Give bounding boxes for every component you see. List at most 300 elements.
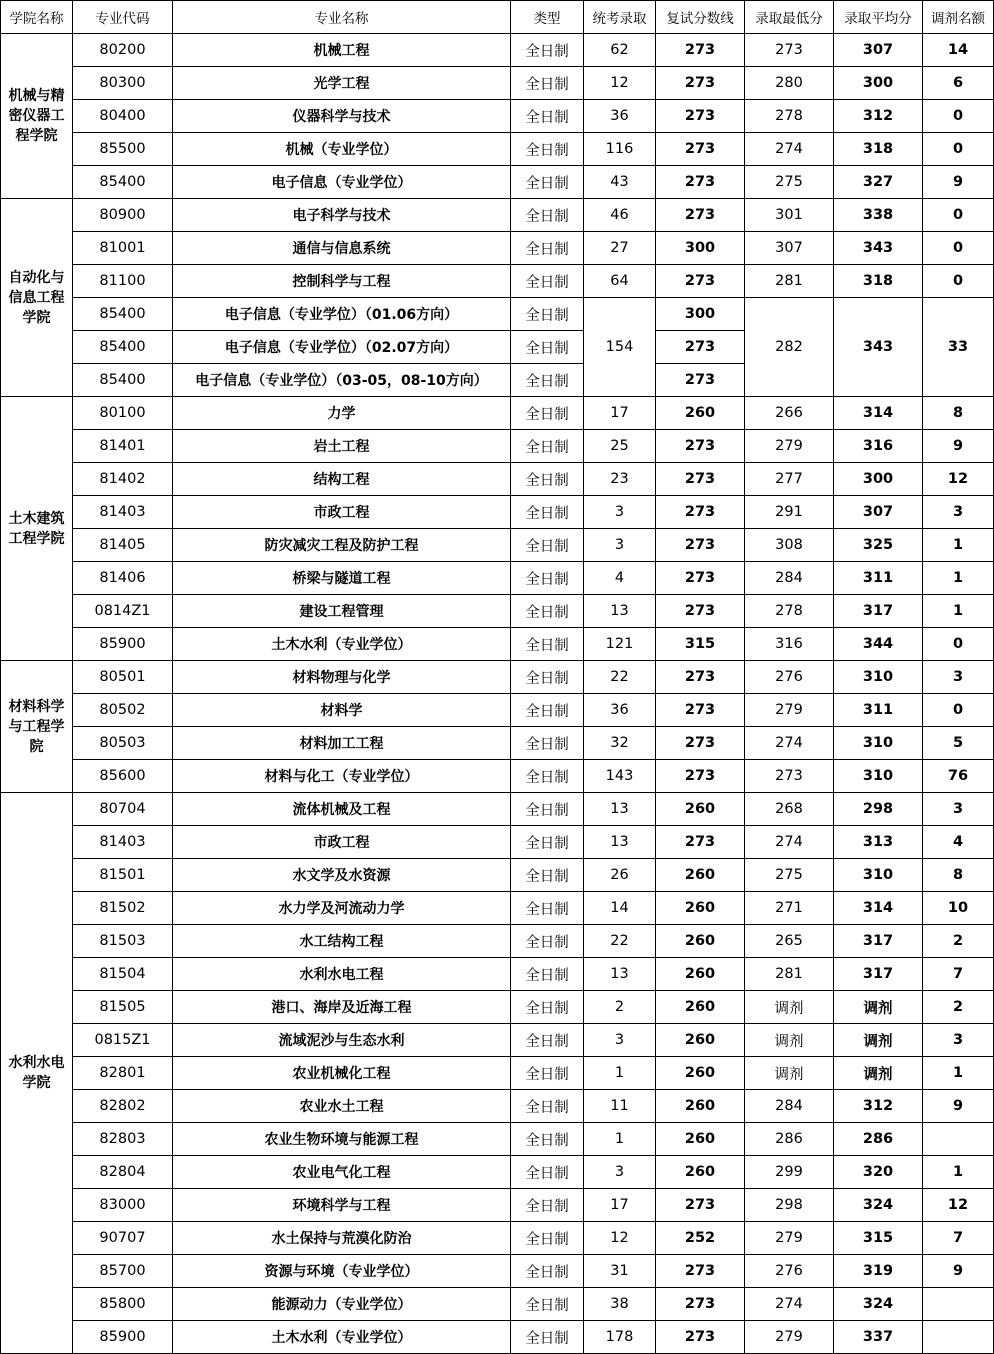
min-score-cell: 268 [745,793,834,826]
avg-score-cell: 320 [834,1156,923,1189]
avg-score-cell: 315 [834,1222,923,1255]
table-row [1,826,994,859]
table-row [1,496,994,529]
college-name-cell: 机械与精密仪器工程学院 [1,34,73,199]
admitted-count-cell: 3 [584,1024,656,1057]
table-row [1,727,994,760]
study-type-cell: 全日制 [511,628,584,661]
avg-score-cell: 286 [834,1123,923,1156]
admitted-count-cell: 11 [584,1090,656,1123]
study-type-cell: 全日制 [511,1255,584,1288]
major-name-cell: 控制科学与工程 [173,265,511,298]
major-name-cell: 水文学及水资源 [173,859,511,892]
major-code-cell: 81503 [73,925,173,958]
admitted-count-cell: 22 [584,925,656,958]
retest-line-cell: 260 [656,892,745,925]
college-name-cell: 水利水电学院 [1,793,73,1354]
major-code-cell: 82801 [73,1057,173,1090]
retest-line-cell: 273 [656,67,745,100]
study-type-cell: 全日制 [511,892,584,925]
min-score-cell: 281 [745,958,834,991]
retest-line-cell: 260 [656,991,745,1024]
min-score-cell: 274 [745,826,834,859]
major-code-cell: 80501 [73,661,173,694]
retest-line-cell: 273 [656,199,745,232]
table-row [1,1189,994,1222]
transfer-quota-cell [923,1321,994,1354]
transfer-quota-cell: 1 [923,1057,994,1090]
study-type-cell: 全日制 [511,562,584,595]
min-score-cell: 280 [745,67,834,100]
transfer-quota-cell: 8 [923,859,994,892]
retest-line-cell: 273 [656,166,745,199]
min-score-cell: 调剂 [745,1024,834,1057]
major-name-cell: 资源与环境（专业学位） [173,1255,511,1288]
table-row [1,1024,994,1057]
retest-line-cell: 260 [656,958,745,991]
avg-score-cell: 343 [834,232,923,265]
avg-score-cell: 327 [834,166,923,199]
transfer-quota-cell: 2 [923,991,994,1024]
min-score-cell: 276 [745,661,834,694]
retest-line-cell: 300 [656,298,745,331]
major-name-cell: 能源动力（专业学位） [173,1288,511,1321]
min-score-cell: 298 [745,1189,834,1222]
avg-score-cell: 调剂 [834,1024,923,1057]
major-name-cell: 建设工程管理 [173,595,511,628]
avg-score-cell: 313 [834,826,923,859]
major-code-cell: 80100 [73,397,173,430]
min-score-cell: 284 [745,562,834,595]
min-score-cell: 301 [745,199,834,232]
avg-score-cell: 338 [834,199,923,232]
min-score-cell: 279 [745,1222,834,1255]
major-code-cell: 85900 [73,1321,173,1354]
retest-line-cell: 273 [656,100,745,133]
admitted-count-cell: 32 [584,727,656,760]
major-code-cell: 81504 [73,958,173,991]
table-row [1,1090,994,1123]
study-type-cell: 全日制 [511,100,584,133]
major-code-cell: 82803 [73,1123,173,1156]
table-row [1,1288,994,1321]
header-type: 类型 [511,1,584,34]
major-code-cell: 81501 [73,859,173,892]
table-row [1,34,994,67]
retest-line-cell: 260 [656,793,745,826]
avg-score-cell: 317 [834,925,923,958]
table-row [1,529,994,562]
major-name-cell: 电子信息（专业学位） [173,166,511,199]
transfer-quota-cell: 9 [923,166,994,199]
major-name-cell: 材料学 [173,694,511,727]
study-type-cell: 全日制 [511,133,584,166]
study-type-cell: 全日制 [511,1288,584,1321]
study-type-cell: 全日制 [511,298,584,331]
study-type-cell: 全日制 [511,34,584,67]
avg-score-cell: 314 [834,397,923,430]
table-row [1,1222,994,1255]
avg-score-cell: 337 [834,1321,923,1354]
major-code-cell: 80300 [73,67,173,100]
table-body [1,34,994,1354]
transfer-quota-cell: 1 [923,529,994,562]
header-transfer-quota: 调剂名额 [923,1,994,34]
study-type-cell: 全日制 [511,364,584,397]
study-type-cell: 全日制 [511,1090,584,1123]
admitted-count-cell: 1 [584,1123,656,1156]
retest-line-cell: 273 [656,826,745,859]
avg-score-cell: 310 [834,760,923,793]
admitted-count-cell: 3 [584,529,656,562]
avg-score-cell: 316 [834,430,923,463]
avg-score-cell: 317 [834,595,923,628]
retest-line-cell: 273 [656,727,745,760]
retest-line-cell: 260 [656,1057,745,1090]
major-code-cell: 81100 [73,265,173,298]
table-row [1,1156,994,1189]
major-name-cell: 光学工程 [173,67,511,100]
major-code-cell: 80400 [73,100,173,133]
retest-line-cell: 260 [656,1024,745,1057]
table-row [1,1057,994,1090]
admitted-count-cell: 36 [584,694,656,727]
admitted-count-cell: 64 [584,265,656,298]
retest-line-cell: 273 [656,1255,745,1288]
major-code-cell: 80200 [73,34,173,67]
avg-score-cell: 312 [834,1090,923,1123]
transfer-quota-cell: 3 [923,496,994,529]
study-type-cell: 全日制 [511,1156,584,1189]
major-name-cell: 农业水土工程 [173,1090,511,1123]
header-major: 专业名称 [173,1,511,34]
college-name-cell: 材料科学与工程学院 [1,661,73,793]
major-code-cell: 85400 [73,364,173,397]
admitted-count-cell: 25 [584,430,656,463]
min-score-cell: 278 [745,100,834,133]
major-name-cell: 电子信息（专业学位）（01.06方向） [173,298,511,331]
major-code-cell: 80502 [73,694,173,727]
admitted-count-cell: 38 [584,1288,656,1321]
study-type-cell: 全日制 [511,199,584,232]
avg-score-cell: 307 [834,34,923,67]
admitted-count-cell: 3 [584,1156,656,1189]
admitted-count-cell: 13 [584,958,656,991]
min-score-cell: 279 [745,430,834,463]
transfer-quota-cell: 9 [923,1255,994,1288]
avg-score-cell: 298 [834,793,923,826]
admitted-count-cell: 116 [584,133,656,166]
table-row [1,100,994,133]
admitted-count-cell: 4 [584,562,656,595]
avg-score-cell: 325 [834,529,923,562]
retest-line-cell: 273 [656,562,745,595]
min-score-cell: 282 [745,298,834,397]
study-type-cell: 全日制 [511,1024,584,1057]
transfer-quota-cell: 7 [923,1222,994,1255]
transfer-quota-cell: 6 [923,67,994,100]
min-score-cell: 273 [745,760,834,793]
min-score-cell: 299 [745,1156,834,1189]
table-row [1,760,994,793]
major-name-cell: 电子信息（专业学位）（03-05，08-10方向） [173,364,511,397]
transfer-quota-cell: 2 [923,925,994,958]
major-code-cell: 82804 [73,1156,173,1189]
retest-line-cell: 273 [656,364,745,397]
transfer-quota-cell: 1 [923,562,994,595]
table-row [1,67,994,100]
major-name-cell: 结构工程 [173,463,511,496]
admitted-count-cell: 13 [584,793,656,826]
admitted-count-cell: 12 [584,1222,656,1255]
min-score-cell: 274 [745,1288,834,1321]
table-row [1,859,994,892]
min-score-cell: 276 [745,1255,834,1288]
transfer-quota-cell: 1 [923,1156,994,1189]
table-row [1,1255,994,1288]
retest-line-cell: 260 [656,859,745,892]
transfer-quota-cell: 7 [923,958,994,991]
study-type-cell: 全日制 [511,1057,584,1090]
retest-line-cell: 273 [656,595,745,628]
min-score-cell: 265 [745,925,834,958]
table-row [1,133,994,166]
major-name-cell: 电子科学与技术 [173,199,511,232]
table-row [1,991,994,1024]
major-code-cell: 85600 [73,760,173,793]
min-score-cell: 308 [745,529,834,562]
avg-score-cell: 311 [834,694,923,727]
study-type-cell: 全日制 [511,826,584,859]
avg-score-cell: 318 [834,265,923,298]
table-row [1,298,994,331]
avg-score-cell: 312 [834,100,923,133]
header-retest-line: 复试分数线 [656,1,745,34]
retest-line-cell: 273 [656,463,745,496]
header-admitted: 统考录取 [584,1,656,34]
study-type-cell: 全日制 [511,958,584,991]
major-code-cell: 81505 [73,991,173,1024]
retest-line-cell: 273 [656,694,745,727]
study-type-cell: 全日制 [511,166,584,199]
avg-score-cell: 318 [834,133,923,166]
study-type-cell: 全日制 [511,661,584,694]
transfer-quota-cell: 8 [923,397,994,430]
min-score-cell: 277 [745,463,834,496]
transfer-quota-cell: 12 [923,463,994,496]
min-score-cell: 316 [745,628,834,661]
major-name-cell: 材料物理与化学 [173,661,511,694]
major-code-cell: 85900 [73,628,173,661]
min-score-cell: 279 [745,1321,834,1354]
transfer-quota-cell: 0 [923,694,994,727]
avg-score-cell: 319 [834,1255,923,1288]
study-type-cell: 全日制 [511,529,584,562]
major-name-cell: 农业生物环境与能源工程 [173,1123,511,1156]
retest-line-cell: 260 [656,1090,745,1123]
transfer-quota-cell [923,1123,994,1156]
avg-score-cell: 324 [834,1189,923,1222]
study-type-cell: 全日制 [511,331,584,364]
table-row [1,232,994,265]
transfer-quota-cell [923,1288,994,1321]
major-name-cell: 桥梁与隧道工程 [173,562,511,595]
study-type-cell: 全日制 [511,463,584,496]
transfer-quota-cell: 9 [923,430,994,463]
retest-line-cell: 273 [656,1288,745,1321]
admitted-count-cell: 13 [584,826,656,859]
retest-line-cell: 273 [656,661,745,694]
retest-line-cell: 260 [656,397,745,430]
table-row [1,265,994,298]
retest-line-cell: 273 [656,1321,745,1354]
avg-score-cell: 310 [834,727,923,760]
major-code-cell: 85700 [73,1255,173,1288]
retest-line-cell: 315 [656,628,745,661]
admitted-count-cell: 27 [584,232,656,265]
min-score-cell: 279 [745,694,834,727]
retest-line-cell: 273 [656,133,745,166]
avg-score-cell: 317 [834,958,923,991]
min-score-cell: 278 [745,595,834,628]
table-row [1,397,994,430]
transfer-quota-cell: 5 [923,727,994,760]
avg-score-cell: 调剂 [834,1057,923,1090]
transfer-quota-cell: 3 [923,1024,994,1057]
transfer-quota-cell: 12 [923,1189,994,1222]
table-row [1,793,994,826]
major-code-cell: 85400 [73,331,173,364]
avg-score-cell: 344 [834,628,923,661]
min-score-cell: 273 [745,34,834,67]
study-type-cell: 全日制 [511,694,584,727]
transfer-quota-cell: 14 [923,34,994,67]
retest-line-cell: 273 [656,331,745,364]
admitted-count-cell: 22 [584,661,656,694]
retest-line-cell: 252 [656,1222,745,1255]
major-name-cell: 环境科学与工程 [173,1189,511,1222]
min-score-cell: 291 [745,496,834,529]
major-name-cell: 材料加工工程 [173,727,511,760]
admitted-count-cell: 3 [584,496,656,529]
major-code-cell: 81001 [73,232,173,265]
avg-score-cell: 314 [834,892,923,925]
major-name-cell: 岩土工程 [173,430,511,463]
admitted-count-cell: 62 [584,34,656,67]
major-name-cell: 水利水电工程 [173,958,511,991]
transfer-quota-cell: 9 [923,1090,994,1123]
table-row [1,958,994,991]
major-code-cell: 80704 [73,793,173,826]
transfer-quota-cell: 0 [923,133,994,166]
admitted-count-cell: 17 [584,1189,656,1222]
header-min-score: 录取最低分 [745,1,834,34]
transfer-quota-cell: 3 [923,661,994,694]
major-name-cell: 土木水利（专业学位） [173,628,511,661]
major-name-cell: 材料与化工（专业学位） [173,760,511,793]
min-score-cell: 274 [745,133,834,166]
study-type-cell: 全日制 [511,430,584,463]
table-row [1,892,994,925]
admitted-count-cell: 178 [584,1321,656,1354]
retest-line-cell: 273 [656,430,745,463]
avg-score-cell: 310 [834,661,923,694]
major-code-cell: 81401 [73,430,173,463]
study-type-cell: 全日制 [511,1189,584,1222]
transfer-quota-cell: 0 [923,199,994,232]
college-name-cell: 土木建筑工程学院 [1,397,73,661]
admitted-count-cell: 121 [584,628,656,661]
major-code-cell: 81405 [73,529,173,562]
major-name-cell: 港口、海岸及近海工程 [173,991,511,1024]
transfer-quota-cell: 0 [923,265,994,298]
study-type-cell: 全日制 [511,859,584,892]
major-code-cell: 83000 [73,1189,173,1222]
admitted-count-cell: 43 [584,166,656,199]
admitted-count-cell: 23 [584,463,656,496]
major-name-cell: 水土保持与荒漠化防治 [173,1222,511,1255]
avg-score-cell: 311 [834,562,923,595]
study-type-cell: 全日制 [511,793,584,826]
major-name-cell: 仪器科学与技术 [173,100,511,133]
study-type-cell: 全日制 [511,496,584,529]
transfer-quota-cell: 76 [923,760,994,793]
major-code-cell: 80900 [73,199,173,232]
min-score-cell: 307 [745,232,834,265]
transfer-quota-cell: 0 [923,100,994,133]
retest-line-cell: 273 [656,265,745,298]
admitted-count-cell: 26 [584,859,656,892]
major-name-cell: 农业机械化工程 [173,1057,511,1090]
admitted-count-cell: 14 [584,892,656,925]
transfer-quota-cell: 33 [923,298,994,397]
min-score-cell: 284 [745,1090,834,1123]
study-type-cell: 全日制 [511,1321,584,1354]
major-name-cell: 力学 [173,397,511,430]
retest-line-cell: 300 [656,232,745,265]
admitted-count-cell: 143 [584,760,656,793]
major-code-cell: 85800 [73,1288,173,1321]
major-code-cell: 81402 [73,463,173,496]
major-code-cell: 0814Z1 [73,595,173,628]
avg-score-cell: 307 [834,496,923,529]
study-type-cell: 全日制 [511,265,584,298]
transfer-quota-cell: 3 [923,793,994,826]
avg-score-cell: 324 [834,1288,923,1321]
major-code-cell: 81403 [73,826,173,859]
table-row [1,925,994,958]
table-row [1,430,994,463]
major-name-cell: 电子信息（专业学位）（02.07方向） [173,331,511,364]
admitted-count-cell: 154 [584,298,656,397]
table-row [1,628,994,661]
transfer-quota-cell: 0 [923,232,994,265]
min-score-cell: 275 [745,859,834,892]
min-score-cell: 281 [745,265,834,298]
major-code-cell: 85400 [73,166,173,199]
retest-line-cell: 273 [656,760,745,793]
major-code-cell: 80503 [73,727,173,760]
major-code-cell: 0815Z1 [73,1024,173,1057]
retest-line-cell: 273 [656,1189,745,1222]
transfer-quota-cell: 1 [923,595,994,628]
major-name-cell: 防灾减灾工程及防护工程 [173,529,511,562]
transfer-quota-cell: 10 [923,892,994,925]
avg-score-cell: 343 [834,298,923,397]
study-type-cell: 全日制 [511,991,584,1024]
admitted-count-cell: 46 [584,199,656,232]
study-type-cell: 全日制 [511,760,584,793]
